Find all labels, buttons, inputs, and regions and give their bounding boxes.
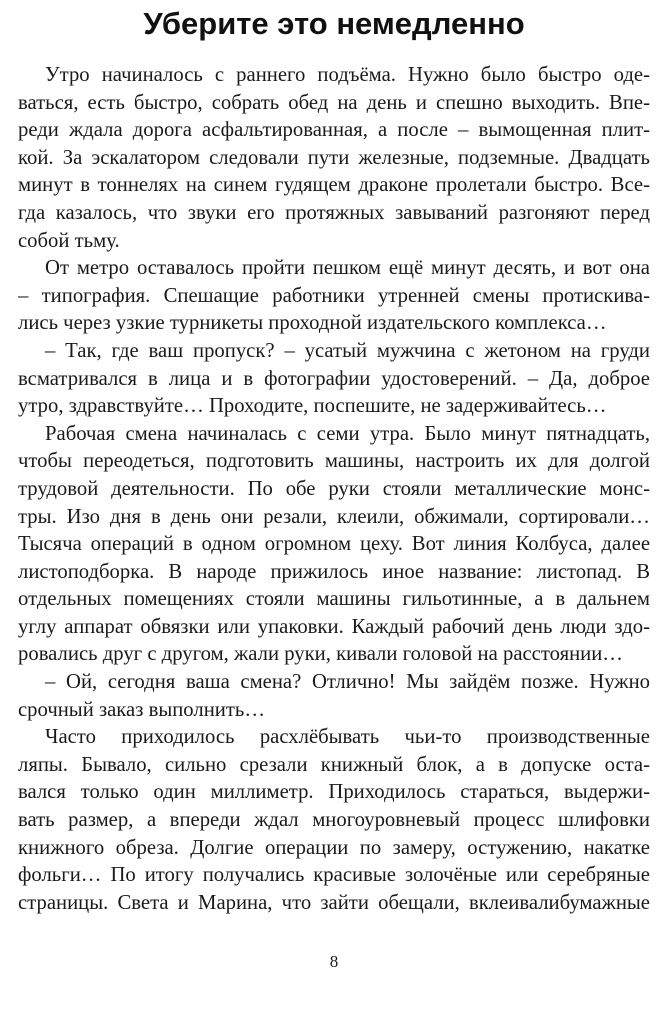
text-line: ваться, есть быстро, собрать обед на день и спешно выходить. Впе- <box>18 91 650 114</box>
text-line: лись через узкие турникеты проходной издательского комплекса… <box>18 312 607 335</box>
text-line: Утро начиналось с раннего подъёма. Нужно было быстро оде- <box>45 64 650 86</box>
text-line: Часто приходилось расхлёбывать чьи-то производственные <box>45 726 650 749</box>
text-line: вать размер, а впереди ждал многоуровневый процесс шлифовки <box>18 809 650 832</box>
text-line: гда казалось, что звуки его протяжных завываний разгоняют перед <box>18 201 650 224</box>
page-number: 8 <box>329 952 339 971</box>
text-line: страницы. Света и Марина, что зайти обещали, вклеивалибумажные <box>18 891 650 914</box>
text-line: – Ой, сегодня ваша смена? Отлично! Мы зайдём позже. Нужно <box>45 671 650 694</box>
text-line: Рабочая смена начиналась с семи утра. Было минут пятнадцать, <box>45 422 650 445</box>
text-line: минут в тоннелях на синем гудящем драконе пролетали быстро. Все- <box>18 174 650 197</box>
text-line: ровались друг с другом, жали руки, кивали головой на расстоянии… <box>18 643 623 666</box>
text-line: – типография. Спешащие работники утренней смены протискива- <box>18 284 650 307</box>
text-line: фольги… По итогу получались красивые золочёные или серебряные <box>18 864 650 887</box>
text-line: углу аппарат обвязки или упаковки. Каждый рабочий день люди здо- <box>18 615 650 638</box>
text-line: срочный заказ выполнить… <box>18 698 266 721</box>
text-line: От метро оставалось пройти пешком ещё минут десять, и вот она <box>45 257 650 280</box>
text-line: утро, здравствуйте… Проходите, поспешите, не задерживайтесь… <box>18 395 607 418</box>
text-line: Тысяча операций в одном огромном цеху. Вот линия Колбуса, далее <box>18 533 650 556</box>
text-line: кой. За эскалатором следовали пути железные, подземные. Двадцать <box>18 146 650 169</box>
text-line: трудовой деятельности. По обе руки стояли металлические монс- <box>18 477 650 500</box>
text-line: – Так, где ваш пропуск? – усатый мужчина с жетоном на груди <box>45 339 650 362</box>
text-line: реди ждала дорога асфальтированная, а после – вымощенная плит- <box>18 119 650 142</box>
text-line: чтобы переодеться, подготовить машины, настроить их для долгой <box>18 450 650 473</box>
text-line: листоподборка. В народе прижилось иное название: листопад. В <box>18 560 650 583</box>
text-line: всматривался в лица и в фотографии удостоверений. – Да, доброе <box>18 367 650 390</box>
text-line: собой тьму. <box>18 229 120 252</box>
chapter-title: Уберите это немедленно <box>143 6 525 41</box>
body-text <box>18 62 650 917</box>
text-line: книжного обреза. Долгие операции по замеру, остужению, накатке <box>18 836 650 859</box>
text-line: тры. Изо дня в день они резали, клеили, обжимали, сортировали… <box>18 505 650 528</box>
text-line: отдельных помещениях стояли машины гильотинные, а в дальнем <box>18 588 650 611</box>
text-line: ляпы. Бывало, сильно срезали книжный блок, а в допуске оста- <box>18 753 650 776</box>
text-line: вался только один миллиметр. Приходилось стараться, выдержи- <box>18 781 650 804</box>
